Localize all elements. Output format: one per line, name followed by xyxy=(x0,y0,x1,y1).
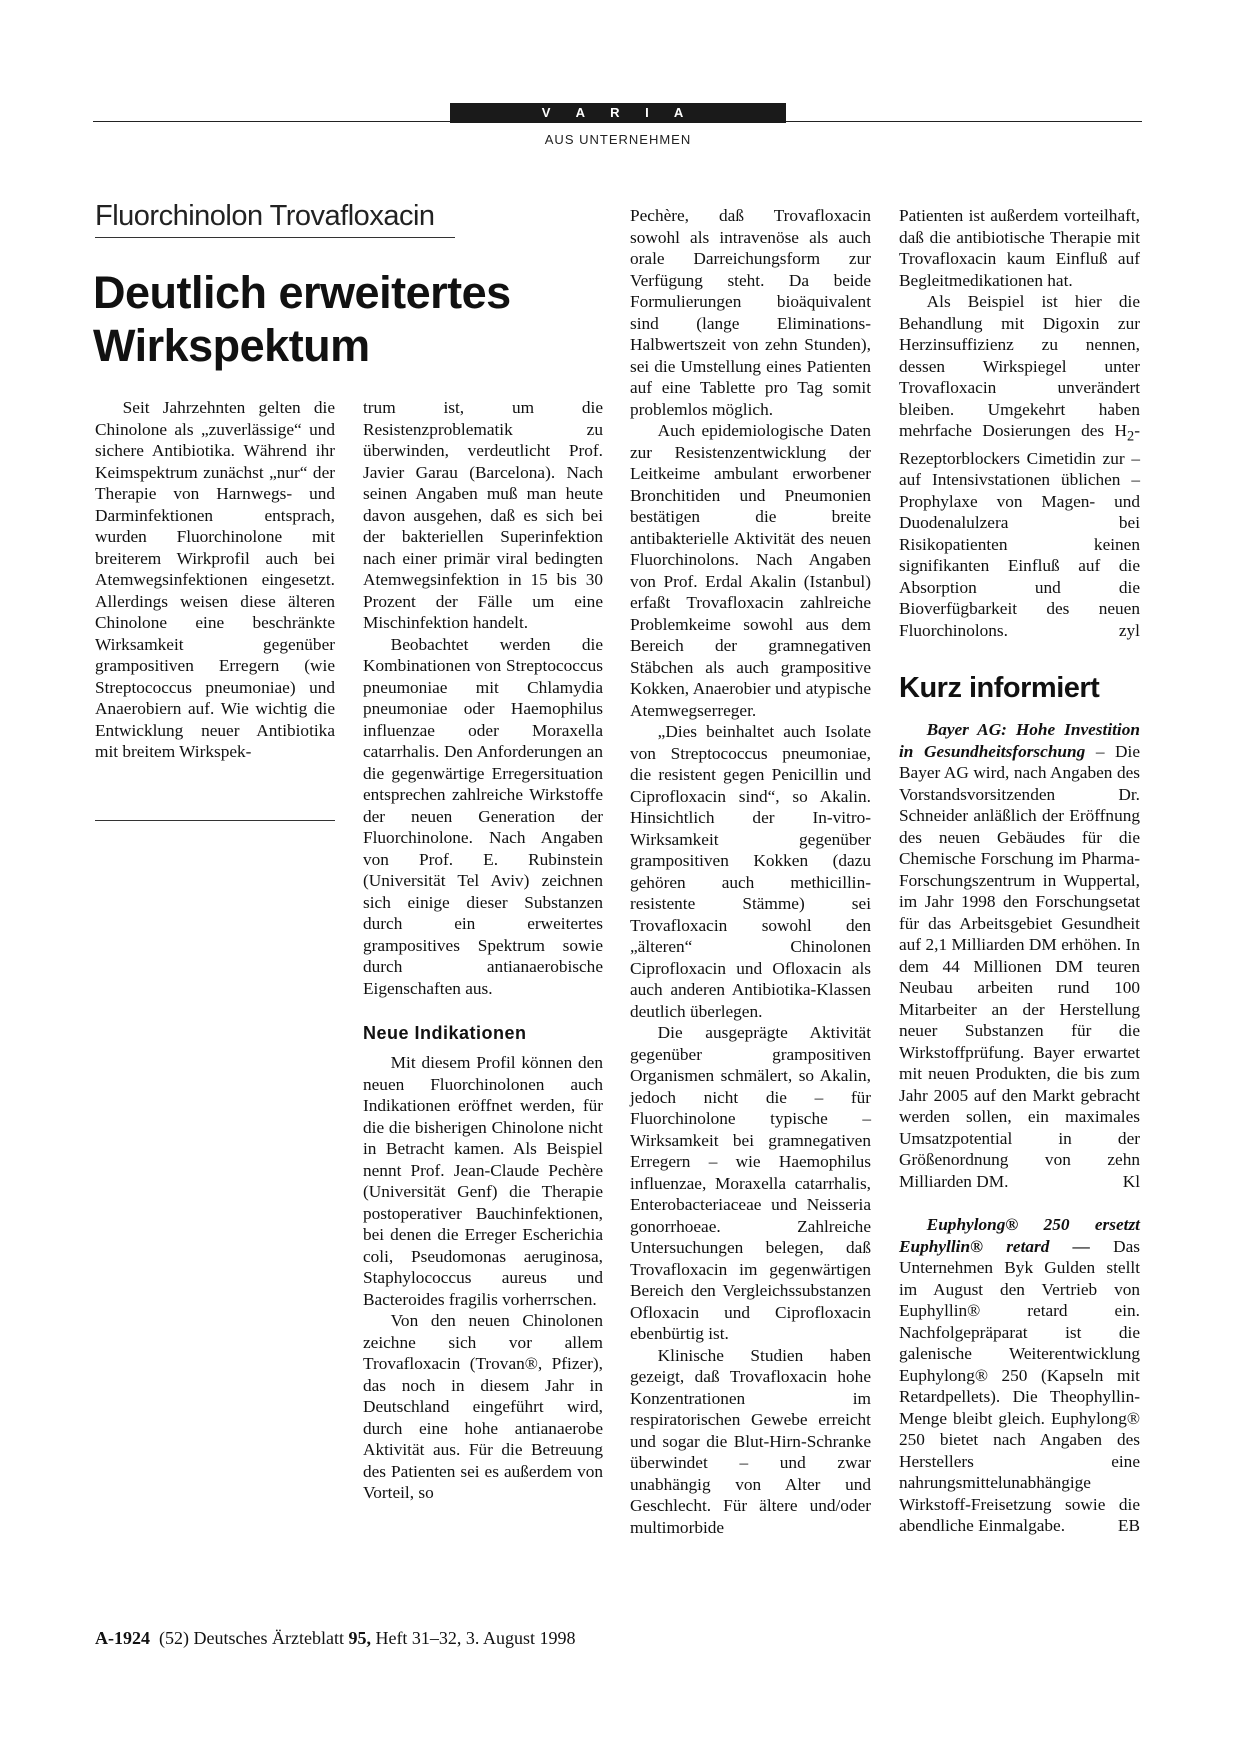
paragraph: Seit Jahrzehnten gelten die Chinolone als „zuverlässige“ und sichere Antibiotika. Während ihr Keimspektrum zunächst „nur“ der Therapie von Harnwegs- und Darminfektionen entsprach, wurden Fluorchinolone mit breiterem Wirkprofil auch bei Atemwegsinfektionen eingesetzt. Allerdings weisen diese älteren Chinolone eine beschränkte Wirksamkeit gegenüber grampositiven Erregern (wie Streptococcus pneumoniae) und Anaerobiern auf. Wie wichtig die Entwicklung neuer Antibiotika mit breitem Wirkspek- xyxy=(95,398,335,761)
article-column-4 xyxy=(899,205,1140,1537)
paragraph: Mit diesem Profil können den neuen Fluorchinolonen auch Indikationen eröffnet werden, für die die bisherigen Chinolone nicht in Betracht kamen. Als Beispiel nennt Prof. Jean-Claude Pechère (Universität Genf) die Therapie postoperativer Bauchinfektionen, bei denen die Erreger Escherichia coli, Pseudomonas aeruginosa, Staphylococcus aureus und Bacteroides fragilis vorherrschen. xyxy=(363,1053,603,1309)
paragraph: Klinische Studien haben gezeigt, daß Trovafloxacin hohe Konzentrationen im respiratorischen Gewebe erreicht und sogar die Blut-Hirn-Schranke überwindet – und zwar unabhängig von Alter und Geschlecht. Für ältere und/oder multimorbide xyxy=(630,1345,871,1537)
author-initials: zyl xyxy=(1118,620,1140,640)
paragraph: Auch epidemiologische Daten zur Resistenzentwicklung der Leitkeime ambulant erworbener Bronchitiden und Pneumonien bestätigen die breite antibakterielle Aktivität des neuen Fluorchinolons. Nach Angaben von Prof. Erdal Akalin (Istanbul) erfaßt Trovafloxacin zahlreiche Problemkeime sowohl aus dem Bereich der gramnegativen Stäbchen als auch grampositive Kokken, Anaerobier und atypische Atemwegserreger. xyxy=(630,421,871,720)
page-footer xyxy=(95,1628,575,1649)
section-label: V A R I A xyxy=(450,103,786,123)
author-initials: EB xyxy=(1117,1516,1140,1536)
subsection-label: AUS UNTERNEHMEN xyxy=(544,132,692,147)
paragraph: trum ist, um die Resistenzproblematik zu überwinden, verdeutlicht Prof. Javier Garau (Barcelona). Nach seinen Angaben muß man heute davon ausgehen, daß es sich bei der bakteriellen Superinfektion nach einer primär viral bedingten Atemwegsinfektion in 15 bis 30 Prozent der Fälle um eine Mischinfektion handelt. xyxy=(363,398,603,632)
news-text: – Die Bayer AG wird, nach Angaben des Vorstandsvorsitzenden Dr. Schneider anläßlich der Eröffnung des neuen Gebäudes für die Chemische Forschung im Pharma-Forschungszentrum in Wuppertal, im Jahr 1998 den Forschungsetat für das Arbeitsgebiet Gesundheit auf 2,1 Milliarden DM erhöhen. In dem 44 Millionen DM teuren Neubau arbeiten rund 100 Mitarbeiter an der Herstellung neuer Substanzen für die Wirkstoffprüfung. Bayer erwartet mit neuen Produkten, die bis zum Jahr 2005 auf den Markt gebracht werden sollen, ein maximales Umsatzpotential in der Größenordnung von zehn Milliarden DM. xyxy=(899,741,1141,1191)
article-column-1 xyxy=(95,397,335,763)
journal-volume: 95, xyxy=(348,1628,371,1648)
issue-page-number: (52) xyxy=(159,1628,189,1648)
paragraph: Die ausgeprägte Aktivität gegenüber grampositiven Organismen schmälert, so Akalin, jedoch nicht die – für Fluorchinolone typische – Wirksamkeit bei gramnegativen Erregern – wie Haemophilus influenzae, Moraxella catarrhalis, Enterobacteriaceae und Neisseria gonorrhoeae. Zahlreiche Untersuchungen belegen, daß Trovafloxacin im gegenwärtigen Bereich den Vergleichssubstanzen Ofloxacin und Ciprofloxacin ebenbürtig ist. xyxy=(630,1023,871,1343)
news-text: Das Unternehmen Byk Gulden stellt im August den Vertrieb von Euphyllin® retard ein. Nachfolgepräparat ist die galenische Weiterentwicklung Euphylong® 250 (Kapseln mit Retardpellets). Die Theophyllin-Menge bleibt gleich. Euphylong® 250 bietet nach Angaben des Herstellers eine nahrungsmittelunabhängige Wirkstoff-Freisetzung sowie die abendliche Einmalgabe. xyxy=(899,1236,1140,1536)
section-subheading: Neue Indikationen xyxy=(363,1023,527,1043)
paragraph: Beobachtet werden die Kombinationen von Streptococcus pneumoniae mit Chlamydia pneumoniae oder Haemophilus influenzae oder Moraxella catarrhalis. Den Anforderungen an die gegenwärtige Erregersituation entsprechen zahlreiche Wirkstoffe der neuen Generation der Fluorchinolone. Nach Angaben von Prof. E. Rubinstein (Universität Tel Aviv) zeichnen sich einige dieser Substanzen durch ein erweitertes grampositives Spektrum sowie durch antianaerobische Eigenschaften aus. xyxy=(363,634,603,998)
paragraph xyxy=(899,291,1140,641)
author-initials: Kl xyxy=(1122,1171,1140,1191)
article-column-3 xyxy=(630,205,871,1538)
news-lead: Euphylong® 250 ersetzt Euphyllin® retard — xyxy=(899,1215,1140,1256)
paragraph: Pechère, daß Trovafloxacin sowohl als intravenöse als auch orale Darreichungsform zur Verfügung steht. Da beide Formulierungen bioäquivalent sind (lange Eliminations-Halbwertszeit von zehn Stunden), sei die Umstellung eines Patienten auf eine Tablette pro Tag somit problemlos möglich. xyxy=(630,206,871,419)
journal-issue: Heft 31–32, 3. August 1998 xyxy=(375,1628,576,1648)
article-headline xyxy=(93,266,613,372)
subscript: 2 xyxy=(1127,428,1135,445)
journal-name: Deutsches Ärzteblatt xyxy=(193,1628,344,1648)
kurz-informiert-heading: Kurz informiert xyxy=(899,672,1100,705)
news-item-bayer xyxy=(899,719,1140,1192)
paragraph: Patienten ist außerdem vorteilhaft, daß die antibiotische Therapie mit Trovafloxacin kaum Einfluß auf Begleitmedikationen hat. xyxy=(899,206,1140,290)
news-lead: Bayer AG: Hohe Investition in Gesundheitsforschung xyxy=(899,720,1140,761)
news-item-euphylong xyxy=(899,1214,1140,1537)
headline-line-2: Wirkspektum xyxy=(93,320,370,371)
paragraph: „Dies beinhaltet auch Isolate von Streptococcus pneumoniae, die resistent gegen Penicillin und Ciprofloxacin sind“, so Akalin. Hinsichtlich der In-vitro-Wirksamkeit gegenüber grampositiven Kokken (dazu gehören auch methicillin-resistente Stämme) sei Trovafloxacin sowohl den „älteren“ Chinolonen Ciprofloxacin und Ofloxacin als auch anderen Antibiotika-Klassen deutlich überlegen. xyxy=(630,722,871,1021)
paragraph-text: Als Beispiel ist hier die Behandlung mit Digoxin zur Herzinsuffizienz zu nennen, dessen Wirkspiegel unter Trovafloxacin unverändert bleiben. Umgekehrt haben mehrfache Dosierungen des H xyxy=(899,292,1140,440)
column-end-rule xyxy=(95,820,335,821)
headline-line-1: Deutlich erweitertes xyxy=(93,267,511,318)
paragraph: Von den neuen Chinolonen zeichne sich vor allem Trovafloxacin (Trovan®, Pfizer), das noch in diesem Jahr in Deutschland eingeführt wird, durch eine hohe antianaerobe Aktivität aus. Für die Betreuung des Patienten sei es außerdem von Vorteil, so xyxy=(363,1311,603,1502)
article-column-2 xyxy=(363,397,603,1504)
paragraph-text: -Rezeptorblockers Cimetidin zur – auf Intensivstationen üblichen – Prophylaxe von Magen- und Duodenalulzera bei Risikopatienten keinen signifikanten Einfluß auf die Absorption und die Bioverfügbarkeit des neuen Fluorchinolons. xyxy=(899,421,1140,640)
page-number: A-1924 xyxy=(95,1628,150,1648)
article-kicker: Fluorchinolon Trovafloxacin xyxy=(95,200,455,238)
